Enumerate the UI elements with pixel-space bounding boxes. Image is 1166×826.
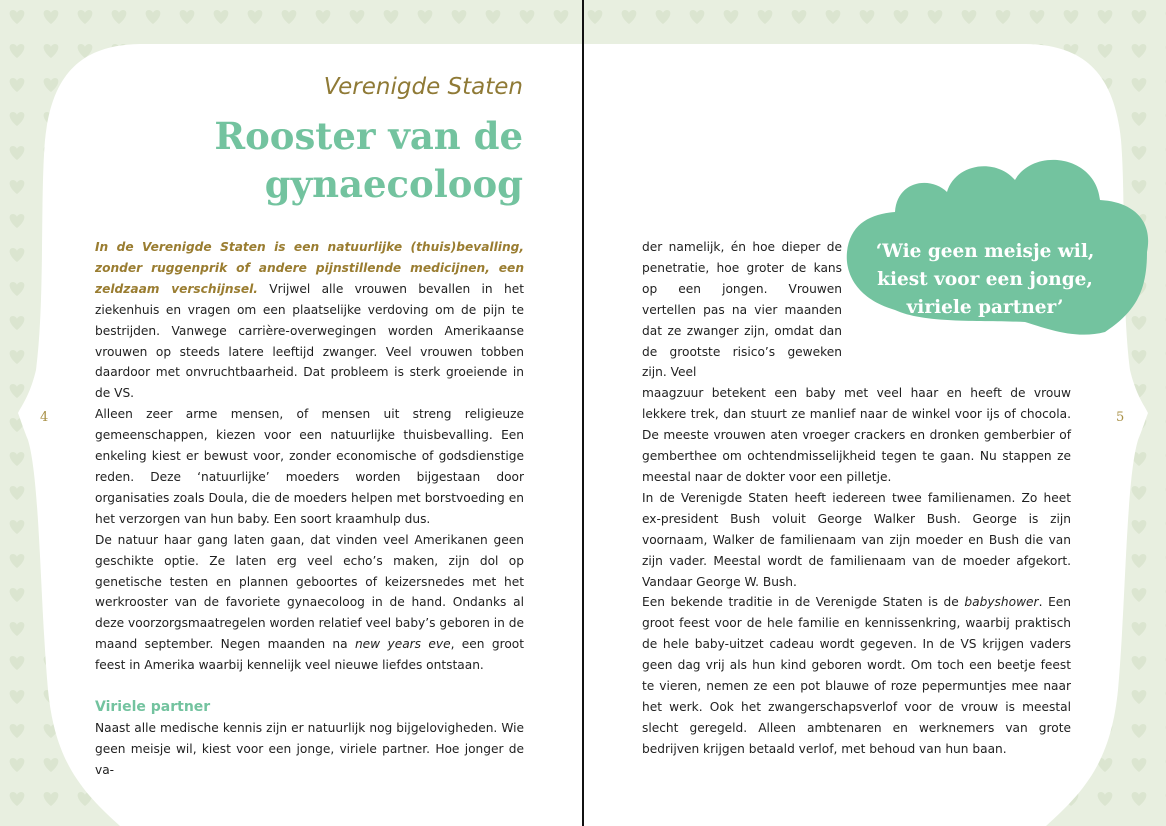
section-kicker: Verenigde Staten — [323, 74, 523, 100]
title-line-1: Rooster van de — [214, 114, 523, 158]
page-number-left: 4 — [40, 410, 49, 425]
subheading-viriele-partner: Viriele partner — [95, 699, 211, 716]
paragraph-intro — [95, 237, 524, 404]
paragraph-planning — [95, 530, 524, 676]
intro-body-text: Vrijwel alle vrouwen bevallen in het ziekenhuis en vragen om een plaatselijke verdoving om de pijn te bestrijden. Vanwege carrière-overwegingen worden Amerikaanse vrouwen op steeds latere leeftijd zwanger. Veel vrouwen tobben daardoor met onvruchtbaarheid. Dat probleem is sterk groeiende in de VS. — [95, 281, 524, 401]
title-line-2: gynaecoloog — [264, 162, 523, 206]
planning-text-b: , een groot feest in Amerika waarbij kennelijk veel nieuwe liefdes ontstaan. — [95, 637, 525, 673]
left-article-column — [95, 237, 524, 781]
page-title — [83, 112, 523, 208]
book-spine — [582, 0, 584, 826]
paragraph-family-names: In de Verenigde Staten heeft iedereen twee familienamen. Zo heet ex-president Bush voluit George Walker Bush. George is zijn voornaam, Walker de familienaam van zijn moeder en Bush die van zijn vader. Meestal wordt de familienaam van de moeder afgekort. Vandaar George W. Bush. — [642, 490, 1071, 589]
paragraph-natural-birth: Alleen zeer arme mensen, of mensen uit streng religieuze gemeenschappen, kiezen voor een natuurlijke thuisbevalling. Een enkeling kiest er bewust voor, zonder economische of godsdienstige reden. Deze ‘natuurlijke’ moeders worden bijgestaan door organisaties zoals Doula, die de moeders helpen met borstvoeding en het verzorgen van hun baby. Een soort kraamhulp dus. — [95, 407, 524, 526]
planning-text-a: De natuur haar gang laten gaan, dat vinden veel Amerikanen geen geschikte optie. Ze laten erg veel echo’s maken, zijn dol op genetische testen en plannen geboortes of keizersnedes met het werkrooster van de favoriete gynaecoloog in de hand. Ondanks al deze voorzorgsmaatregelen worden relatief veel baby’s geboren in de maand september. Negen maanden na — [95, 532, 524, 652]
pull-quote-line-3: viriele partner’ — [906, 297, 1064, 318]
planning-emphasis: new years eve — [354, 637, 451, 652]
page-number-right: 5 — [1116, 410, 1125, 425]
babyshower-text-a: Een bekende traditie in de Verenigde Staten is de — [642, 595, 965, 610]
babyshower-text-b: . Een groot feest voor de hele familie en kennissenkring, waarbij praktisch de hele baby-uitzet cadeau wordt gegeven. In de VS krijgen vaders geen dag vrij als hun kind geboren wordt. Om toch een beetje feest te vieren, nemen ze een pot blauwe of roze pepermuntjes mee naar het werk. Ook het zwangerschapsverlof voor de vrouw is meestal slecht geregeld. Alleen ambtenaren en werknemers van grote bedrijven krijgen betaald verlof, met behoud van hun baan. — [642, 595, 1071, 756]
right-article-column — [642, 237, 1071, 760]
pull-quote-line-2: kiest voor een jonge, — [877, 269, 1093, 290]
paragraph-narrow-wrap: der namelijk, én hoe dieper de penetratie, hoe groter de kans op een jongen. Vrouwen vertellen pas na vier maanden dat ze zwanger zijn, omdat dan de grootste risico’s geweken zijn. Veel — [642, 240, 842, 380]
pull-quote-line-1: ‘Wie geen meisje wil, — [875, 241, 1095, 262]
paragraph-superstitions: Naast alle medische kennis zijn er natuurlijk nog bijgelovigheden. Wie geen meisje wil, kiest voor een jonge, viriele partner. Hoe jonger de va- — [95, 721, 524, 777]
paragraph-babyshower — [642, 592, 1071, 759]
babyshower-emphasis: babyshower — [964, 595, 1039, 610]
lead-text: In de Verenigde Staten is een natuurlijke (thuis)bevalling, zonder ruggenprik of andere pijnstillende medicijnen, een zeldzaam verschijnsel. — [95, 240, 524, 296]
paragraph-cravings: maagzuur betekent een baby met veel haar en heeft de vrouw lekkere trek, dan stuurt ze manlief naar de winkel voor ijs of chocola. De meeste vrouwen aten vroeger crackers en dronken gemberbier of gemberthee om ochtendmisselijkheid tegen te gaan. Nu stappen ze meestal naar de dokter voor een pilletje. — [642, 386, 1071, 484]
